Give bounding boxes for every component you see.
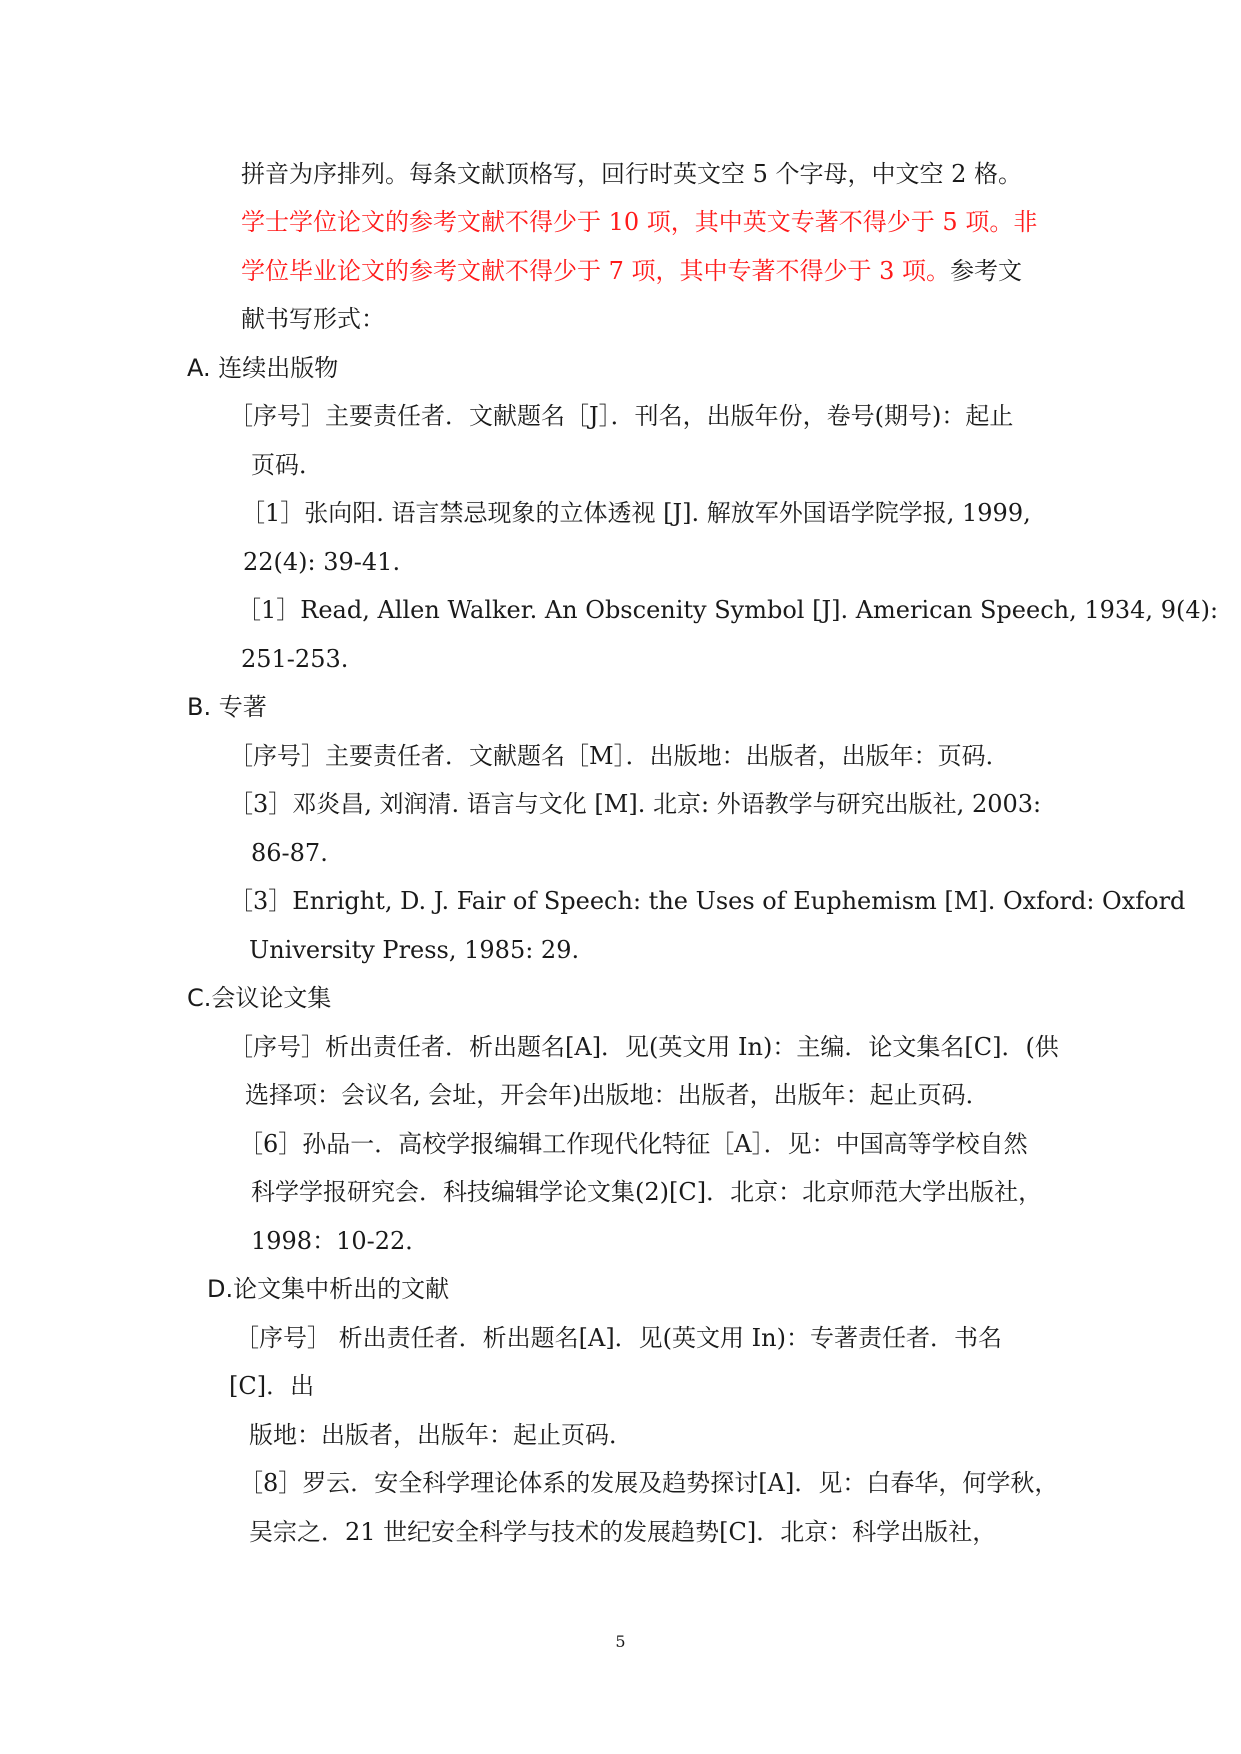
section-b-example-2-line-2: University Press, 1985: 29. bbox=[249, 936, 580, 964]
section-b-example-1-line-1: ［3］邓炎昌, 刘润清. 语言与文化 [M]. 北京: 外语教学与研究出版社, 2003: bbox=[229, 790, 1042, 818]
section-c-format-line-1: ［序号］析出责任者．析出题名[A]．见(英文用 In)：主编．论文集名[C]．(供 bbox=[229, 1033, 1059, 1061]
intro-line-1: 拼音为序排列。每条文献顶格写，回行时英文空 5 个字母，中文空 2 格。 bbox=[241, 160, 1023, 188]
page-number: 5 bbox=[615, 1632, 626, 1651]
section-d-format-line-3: 版地：出版者，出版年：起止页码． bbox=[249, 1421, 633, 1449]
section-a-example-1-line-1: ［1］张向阳. 语言禁忌现象的立体透视 [J]. 解放军外国语学院学报, 1999, bbox=[241, 499, 1031, 527]
section-b-example-1-line-2: 86-87. bbox=[251, 839, 328, 867]
section-b-example-2-line-1: ［3］Enright, D. J. Fair of Speech: the Uses of Euphemism [M]. Oxford: Oxford bbox=[229, 887, 1186, 915]
section-b-heading: B. 专著 bbox=[187, 693, 267, 721]
section-a-heading: A. 连续出版物 bbox=[187, 354, 339, 382]
section-a-example-2-line-1: ［1］Read, Allen Walker. An Obscenity Symbol [J]. American Speech, 1934, 9(4): bbox=[237, 596, 1219, 624]
section-c-heading: C.会议论文集 bbox=[187, 984, 332, 1012]
section-a-format-line-1: ［序号］主要责任者．文献题名［J］．刊名，出版年份，卷号(期号)：起止 bbox=[229, 402, 1014, 430]
section-a-example-2-line-2: 251-253. bbox=[241, 645, 349, 673]
intro-line-4: 献书写形式： bbox=[241, 305, 385, 333]
section-b-format-line-1: ［序号］主要责任者．文献题名［M］．出版地：出版者，出版年：页码． bbox=[229, 742, 1010, 770]
section-d-example-1-line-1: ［8］罗云．安全科学理论体系的发展及趋势探讨[A]．见：白春华，何学秋， bbox=[239, 1469, 1059, 1497]
section-c-example-1-line-1: ［6］孙品一．高校学报编辑工作现代化特征［A］．见：中国高等学校自然 bbox=[239, 1130, 1028, 1158]
section-c-format-line-2: 选择项：会议名, 会址，开会年)出版地：出版者，出版年：起止页码． bbox=[245, 1081, 990, 1109]
section-d-example-1-line-2: 吴宗之．21 世纪安全科学与技术的发展趋势[C]．北京：科学出版社， bbox=[249, 1518, 997, 1546]
intro-line-3-requirement: 学位毕业论文的参考文献不得少于 7 项，其中专著不得少于 3 项。 bbox=[241, 257, 951, 285]
section-c-example-1-line-3: 1998：10-22． bbox=[251, 1227, 430, 1255]
section-a-example-1-line-2: 22(4): 39-41. bbox=[243, 548, 401, 576]
section-d-heading: D.论文集中析出的文献 bbox=[207, 1275, 450, 1303]
section-a-format-line-2: 页码． bbox=[251, 451, 323, 479]
intro-line-3 bbox=[241, 255, 1022, 287]
section-d-format-line-2: [C]．出 bbox=[229, 1372, 315, 1400]
section-c-example-1-line-2: 科学学报研究会．科技编辑学论文集(2)[C]．北京：北京师范大学出版社， bbox=[251, 1178, 1043, 1206]
intro-line-2-requirement: 学士学位论文的参考文献不得少于 10 项，其中英文专著不得少于 5 项。非 bbox=[241, 208, 1038, 236]
section-d-format-line-1: ［序号］ 析出责任者．析出题名[A]．见(英文用 In)：专著责任者．书名 bbox=[235, 1324, 1002, 1352]
intro-line-3-tail: 参考文 bbox=[950, 257, 1023, 285]
